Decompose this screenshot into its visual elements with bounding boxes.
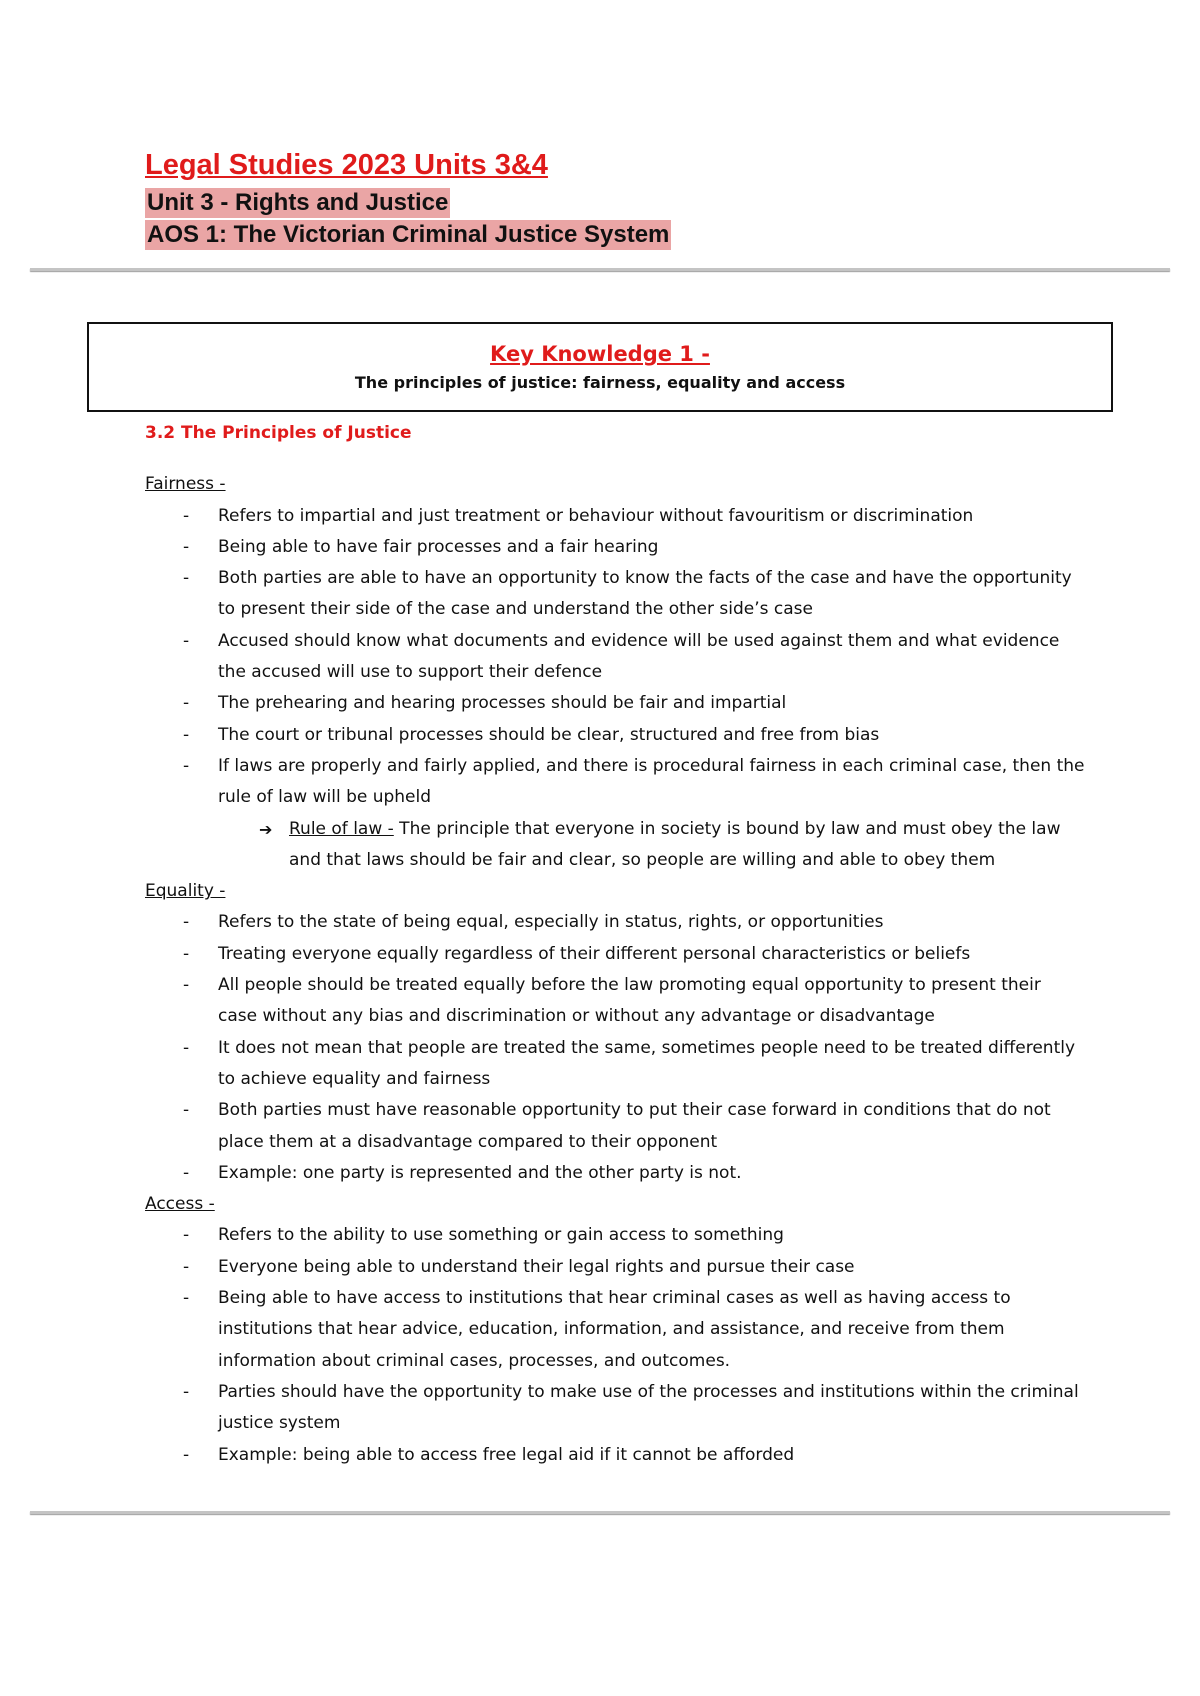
key-knowledge-subtitle: The principles of justice: fairness, equality and access bbox=[354, 373, 846, 392]
rule-of-law-text: The principle that everyone in society is bound by law and must obey the law and that laws should be fair and clear, so people are willing and able to obey them bbox=[289, 818, 1061, 870]
equality-list bbox=[145, 907, 1085, 1189]
list-item: - Example: one party is represented and the other party is not. bbox=[145, 1158, 1085, 1189]
document-title: Legal Studies 2023 Units 3&4 bbox=[145, 149, 548, 181]
list-item: - Both parties are able to have an opportunity to know the facts of the case and have the opportunity to present their side of the case and understand the other side’s case bbox=[145, 563, 1085, 626]
access-list bbox=[145, 1220, 1085, 1470]
list-item: - Refers to impartial and just treatment or behaviour without favouritism or discrimination bbox=[145, 501, 1085, 532]
access-heading: Access - bbox=[145, 1194, 215, 1215]
list-item: - The court or tribunal processes should be clear, structured and free from bias bbox=[145, 720, 1085, 751]
fairness-list bbox=[145, 501, 1085, 814]
list-item: - Example: being able to access free legal aid if it cannot be afforded bbox=[145, 1440, 1085, 1471]
document-header bbox=[145, 148, 671, 250]
list-item: - All people should be treated equally before the law promoting equal opportunity to present their case without any bias and discrimination or without any advantage or disadvantage bbox=[145, 970, 1085, 1033]
arrow-icon: ➔ bbox=[259, 819, 273, 839]
section-title: 3.2 The Principles of Justice bbox=[145, 423, 412, 443]
fairness-heading: Fairness - bbox=[145, 474, 226, 495]
list-item: - Accused should know what documents and evidence will be used against them and what evidence the accused will use to support their defence bbox=[145, 626, 1085, 689]
list-item: - Parties should have the opportunity to make use of the processes and institutions within the criminal justice system bbox=[145, 1377, 1085, 1440]
list-item: - Everyone being able to understand their legal rights and pursue their case bbox=[145, 1252, 1085, 1283]
rule-of-law-term: Rule of law - bbox=[289, 818, 394, 839]
list-item: - Being able to have fair processes and a fair hearing bbox=[145, 532, 1085, 563]
notes-body bbox=[145, 418, 1085, 1471]
equality-heading: Equality - bbox=[145, 881, 226, 902]
footer-divider bbox=[30, 1511, 1170, 1514]
rule-of-law-item bbox=[145, 814, 1085, 877]
list-item: - Treating everyone equally regardless of their different personal characteristics or beliefs bbox=[145, 939, 1085, 970]
list-item: - It does not mean that people are treated the same, sometimes people need to be treated differently to achieve equality and fairness bbox=[145, 1033, 1085, 1096]
list-item: - Refers to the ability to use something or gain access to something bbox=[145, 1220, 1085, 1251]
list-item: - Refers to the state of being equal, especially in status, rights, or opportunities bbox=[145, 907, 1085, 938]
list-item: - If laws are properly and fairly applied, and there is procedural fairness in each criminal case, then the rule of law will be upheld bbox=[145, 751, 1085, 814]
list-item: - Both parties must have reasonable opportunity to put their case forward in conditions that do not place them at a disadvantage compared to their opponent bbox=[145, 1095, 1085, 1158]
unit-heading: Unit 3 - Rights and Justice bbox=[147, 189, 449, 216]
list-item: - Being able to have access to institutions that hear criminal cases as well as having access to institutions that hear advice, education, information, and assistance, and receive from them information about criminal cases, processes, and outcomes. bbox=[145, 1283, 1085, 1377]
key-knowledge-box bbox=[87, 322, 1113, 412]
list-item: - The prehearing and hearing processes should be fair and impartial bbox=[145, 688, 1085, 719]
header-divider bbox=[30, 268, 1170, 271]
aos-heading: AOS 1: The Victorian Criminal Justice System bbox=[147, 221, 670, 248]
key-knowledge-title: Key Knowledge 1 - bbox=[490, 342, 710, 366]
